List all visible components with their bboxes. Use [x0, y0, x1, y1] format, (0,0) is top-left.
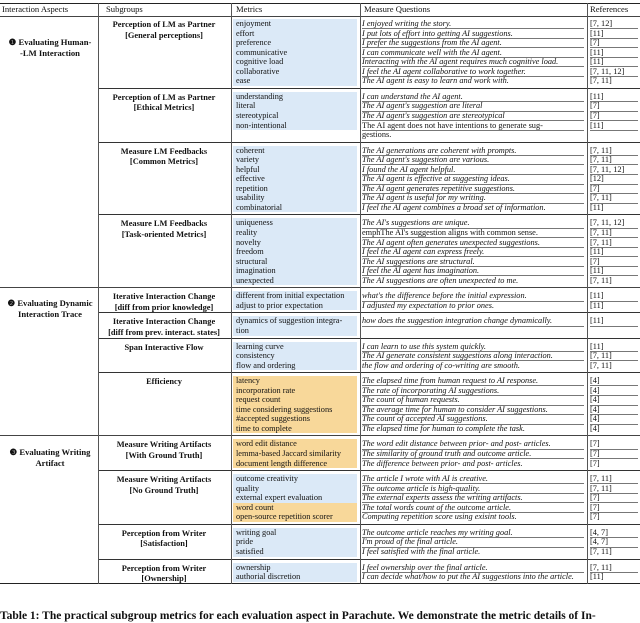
- subgroup-title: [Satisfaction]: [140, 539, 188, 549]
- question-cell: The outcome article reaches my writing goal.: [362, 527, 513, 537]
- aspect-separator: [0, 287, 640, 288]
- metric-cell: #accepted suggestions: [233, 414, 357, 424]
- subgroup-title: Perception of LM as Partner: [112, 20, 216, 29]
- metric-cell: word count: [233, 503, 357, 513]
- subgroup-title: [diff from prior knowledge]: [114, 302, 214, 312]
- subgroup-title: [Common Metrics]: [129, 157, 199, 167]
- metric-cell: incorporation rate: [233, 386, 357, 396]
- reference-cell: [7, 11]: [590, 562, 612, 572]
- reference-cell: [7, 11]: [590, 237, 612, 247]
- reference-cell: [7]: [590, 38, 600, 48]
- table-caption: Table 1: The practical subgroup metrics for each evaluation aspect in Parachute. We demonstrate the metric details of In-: [0, 610, 596, 622]
- group-separator: [98, 470, 640, 471]
- metric-cell: communicative: [233, 48, 357, 58]
- metric-cell: cognitive load: [233, 57, 357, 67]
- question-cell: I'm proud of the final article.: [362, 537, 458, 547]
- reference-cell: [7, 11]: [590, 275, 612, 285]
- reference-cell: [7, 11]: [590, 483, 612, 493]
- question-cell: I put lots of effort into getting AI suggestions.: [362, 28, 513, 38]
- reference-cell: [4]: [590, 414, 600, 424]
- question-cell: The outcome article is high-quality.: [362, 483, 481, 493]
- question-cell: I feel the AI agent combines a broad set of information.: [362, 202, 546, 212]
- reference-cell: [11]: [590, 341, 604, 351]
- metric-cell: consistency: [233, 351, 357, 361]
- aspect-label: ❷ Evaluating Dynamic: [7, 298, 93, 309]
- metric-cell: outcome creativity: [233, 474, 357, 484]
- metric-cell: combinatorial: [233, 203, 357, 213]
- question-cell: The article I wrote with AI is creative.: [362, 474, 488, 484]
- group-separator: [98, 312, 640, 313]
- metric-cell: freedom: [233, 247, 357, 257]
- reference-cell: [7]: [590, 183, 600, 193]
- metric-cell: quality: [233, 484, 357, 494]
- question-cell: The AI agent generates repetitive suggestions.: [362, 183, 516, 193]
- reference-cell: [7, 11, 12]: [590, 218, 625, 228]
- question-cell: The AI generate consistent suggestions along interaction.: [362, 351, 553, 361]
- metric-cell: satisfied: [233, 547, 357, 557]
- aspect-label: ❸ Evaluating Writing: [9, 447, 91, 458]
- question-cell: I feel the AI agent has imagination.: [362, 266, 480, 276]
- metric-cell: variety: [233, 155, 357, 165]
- question-cell: I found the AI agent helpful.: [362, 164, 456, 174]
- reference-cell: [7]: [590, 439, 600, 449]
- subgroup-title: Span Interactive Flow: [124, 342, 204, 352]
- metric-cell: different from initial expectation: [233, 291, 357, 301]
- col-rule-subgroup: [231, 3, 232, 584]
- metric-cell: pride: [233, 537, 357, 547]
- subgroup-title: [General perceptions]: [125, 30, 203, 40]
- question-cell: The AI suggestions are structural.: [362, 256, 475, 266]
- reference-cell: [11]: [590, 316, 604, 326]
- metric-cell: writing goal: [233, 528, 357, 538]
- reference-cell: [7]: [590, 502, 600, 512]
- header-subgroups: Subgroups: [106, 4, 143, 14]
- subgroup-title: Iterative Interaction Change: [112, 292, 216, 302]
- metric-cell: stereotypical: [233, 111, 357, 121]
- subgroup-title: [Task-oriented Metrics]: [121, 229, 207, 239]
- reference-cell: [7, 11]: [590, 193, 612, 203]
- subgroup-title: [diff from prev. interact. states]: [108, 327, 220, 337]
- subgroup-title: Measure LM Feedbacks: [120, 146, 208, 156]
- metric-cell: authorial discretion: [233, 572, 357, 582]
- col-rule-metric: [360, 3, 361, 584]
- question-cell: The AI agent is effective at suggesting ideas.: [362, 174, 510, 184]
- subgroup-title: Iterative Interaction Change: [112, 317, 216, 327]
- metric-cell: understanding: [233, 92, 357, 102]
- reference-cell: [7, 11]: [590, 228, 612, 237]
- aspect-label: -LM Interaction: [20, 48, 80, 58]
- metric-cell: latency: [233, 376, 357, 386]
- question-cell: emphThe AI's suggestion aligns with common sense.: [362, 228, 538, 237]
- header-questions: Measure Questions: [364, 4, 431, 14]
- subgroup-title: Efficiency: [146, 377, 182, 387]
- question-cell: The AI generations are coherent with prompts.: [362, 145, 517, 155]
- reference-cell: [11]: [590, 247, 604, 257]
- subgroup-title: Measure Writing Artifacts: [116, 475, 212, 485]
- question-cell: what's the difference before the initial expression.: [362, 291, 527, 301]
- question-cell: I can decide what/how to put the AI suggestions into the article.: [362, 572, 574, 582]
- metric-cell: request count: [233, 395, 357, 405]
- metric-cell: learning curve: [233, 342, 357, 352]
- reference-cell: [7]: [590, 458, 600, 468]
- question-cell: The AI agent's suggestion are stereotypical: [362, 110, 505, 120]
- group-separator: [98, 142, 640, 143]
- metric-cell: external expert evaluation: [233, 493, 357, 503]
- question-cell: I can understand the AI agent.: [362, 91, 463, 101]
- top-rule: [0, 3, 640, 4]
- reference-cell: [11]: [590, 291, 604, 301]
- bottom-rule: [0, 583, 640, 584]
- question-cell: gestions.: [362, 130, 392, 140]
- reference-cell: [11]: [590, 266, 604, 276]
- group-separator: [98, 559, 640, 560]
- reference-cell: [11]: [590, 91, 604, 101]
- header-metrics: Metrics: [236, 4, 263, 14]
- question-cell: The elapsed time from human request to AI response.: [362, 376, 539, 386]
- metric-cell: time considering suggestions: [233, 405, 357, 415]
- question-cell: The total words count of the outcome article.: [362, 502, 512, 512]
- reference-cell: [4]: [590, 395, 600, 405]
- question-cell: The average time for human to consider AI suggestions.: [362, 404, 548, 414]
- question-cell: Computing repetition score using exisint tools.: [362, 512, 517, 522]
- question-cell: The AI suggestions are often unexpected to me.: [362, 275, 519, 285]
- metric-cell: coherent: [233, 146, 357, 156]
- group-separator: [98, 372, 640, 373]
- reference-cell: [7]: [590, 449, 600, 458]
- subgroup-title: Measure LM Feedbacks: [120, 219, 208, 229]
- metric-cell: time to complete: [233, 424, 357, 434]
- reference-cell: [4]: [590, 376, 600, 386]
- reference-cell: [11]: [590, 300, 604, 310]
- metric-cell: effective: [233, 174, 357, 184]
- question-cell: The external experts assess the writing artifacts.: [362, 493, 523, 503]
- header-aspects: Interaction Aspects: [2, 4, 69, 14]
- question-cell: The similarity of ground truth and outcome article.: [362, 449, 532, 458]
- reference-cell: [7, 11]: [590, 474, 612, 484]
- reference-cell: [7]: [590, 110, 600, 120]
- question-cell: The count of accepted AI suggestions.: [362, 414, 488, 424]
- reference-cell: [7, 11, 12]: [590, 66, 625, 76]
- reference-cell: [4, 7]: [590, 537, 608, 547]
- reference-cell: [7, 12]: [590, 19, 613, 28]
- question-cell: I can learn to use this system quickly.: [362, 341, 486, 351]
- group-separator: [98, 338, 640, 339]
- question-cell: The count of human requests.: [362, 395, 460, 405]
- subgroup-title: [No Ground Truth]: [129, 485, 199, 495]
- question-cell: The AI's suggestions are unique.: [362, 218, 470, 228]
- col-rule-question: [587, 3, 588, 584]
- question-cell: I prefer the suggestions from the AI agent.: [362, 38, 502, 48]
- question-cell: I feel the AI agent collaborative to work together.: [362, 66, 526, 76]
- metric-cell: word edit distance: [233, 439, 357, 449]
- group-separator: [98, 524, 640, 525]
- metric-cell: structural: [233, 257, 357, 267]
- metric-cell: usability: [233, 193, 357, 203]
- reference-cell: [7]: [590, 256, 600, 266]
- question-cell: the flow and ordering of co-writing are smooth.: [362, 360, 520, 370]
- reference-cell: [11]: [590, 57, 604, 67]
- question-cell: I feel satisfied with the final article.: [362, 546, 481, 556]
- metric-cell: novelty: [233, 238, 357, 248]
- metric-cell: repetition: [233, 184, 357, 194]
- subgroup-title: [Ethical Metrics]: [133, 103, 195, 113]
- question-cell: The word edit distance between prior- and post- articles.: [362, 439, 551, 449]
- subgroup-title: [With Ground Truth]: [125, 450, 203, 460]
- metric-cell: tion: [233, 326, 357, 336]
- metric-cell: dynamics of suggestion integra-: [233, 316, 357, 326]
- question-cell: I adjusted my expectation to prior ones.: [362, 300, 495, 310]
- metric-cell: ownership: [233, 563, 357, 573]
- subgroup-title: Measure Writing Artifacts: [116, 440, 212, 450]
- subgroup-title: [Ownership]: [141, 574, 187, 583]
- group-separator: [98, 88, 640, 89]
- reference-cell: [11]: [590, 202, 604, 212]
- reference-cell: [4]: [590, 423, 600, 433]
- question-cell: I enjoyed writing the story.: [362, 19, 452, 28]
- aspect-label: Artifact: [35, 458, 65, 469]
- group-separator: [98, 214, 640, 215]
- reference-cell: [7, 11]: [590, 155, 612, 165]
- aspect-separator: [0, 435, 640, 436]
- metric-cell: open-source repetition scorer: [233, 512, 357, 522]
- metric-cell: adjust to prior expectation: [233, 301, 357, 311]
- metric-cell: uniqueness: [233, 218, 357, 228]
- header-rule: [0, 16, 640, 17]
- reference-cell: [7]: [590, 493, 600, 503]
- question-cell: The difference between prior- and post- articles.: [362, 458, 523, 468]
- subgroup-title: Perception of LM as Partner: [112, 92, 216, 102]
- question-cell: The AI agent's suggestion are various.: [362, 155, 490, 165]
- metric-cell: document length difference: [233, 459, 357, 469]
- row-separator: [362, 326, 584, 327]
- question-cell: I feel ownership over the final article.: [362, 562, 488, 572]
- question-cell: The AI agent's suggestion are literal: [362, 101, 483, 111]
- metric-cell: lemma-based Jaccard similarity: [233, 449, 357, 459]
- reference-cell: [7, 11]: [590, 145, 612, 155]
- reference-cell: [12]: [590, 174, 604, 184]
- reference-cell: [7]: [590, 512, 600, 522]
- reference-cell: [11]: [590, 572, 604, 582]
- row-separator: [590, 130, 638, 131]
- reference-cell: [11]: [590, 120, 604, 130]
- metric-cell: flow and ordering: [233, 361, 357, 371]
- metric-cell: enjoyment: [233, 19, 357, 29]
- metric-cell: unexpected: [233, 276, 357, 286]
- subgroup-title: Perception from Writer: [121, 563, 207, 573]
- metric-cell: preference: [233, 38, 357, 48]
- question-cell: Interacting with the AI agent requires much cognitive load.: [362, 57, 559, 67]
- metric-cell: ease: [233, 76, 357, 86]
- question-cell: The AI agent often generates unexpected suggestions.: [362, 237, 540, 247]
- reference-cell: [11]: [590, 47, 604, 57]
- aspect-label: Interaction Trace: [18, 309, 82, 320]
- aspect-label: ❶ Evaluating Human-: [8, 37, 92, 47]
- reference-cell: [4, 7]: [590, 527, 608, 537]
- reference-cell: [7]: [590, 101, 600, 111]
- reference-cell: [7, 11]: [590, 76, 612, 86]
- metric-cell: literal: [233, 101, 357, 111]
- metric-cell: non-intentional: [233, 121, 357, 131]
- question-cell: The AI agent is useful for my writing.: [362, 193, 486, 203]
- reference-cell: [11]: [590, 28, 604, 38]
- metric-cell: imagination: [233, 266, 357, 276]
- metric-cell: collaborative: [233, 67, 357, 77]
- question-cell: The rate of incorporating AI suggestions.: [362, 385, 500, 395]
- question-cell: how does the suggestion integration change dynamically.: [362, 316, 553, 326]
- metric-cell: helpful: [233, 165, 357, 175]
- header-references: References: [590, 4, 629, 14]
- question-cell: The AI agent is easy to learn and work with.: [362, 76, 509, 86]
- col-rule-aspect: [98, 3, 99, 584]
- metric-cell: reality: [233, 228, 357, 238]
- metric-cell: effort: [233, 29, 357, 39]
- reference-cell: [7, 11]: [590, 351, 612, 361]
- subgroup-title: Perception from Writer: [121, 528, 207, 538]
- reference-cell: [4]: [590, 404, 600, 414]
- reference-cell: [4]: [590, 385, 600, 395]
- reference-cell: [7, 11]: [590, 546, 612, 556]
- question-cell: I feel the AI agent can express freely.: [362, 247, 485, 257]
- reference-cell: [7, 11, 12]: [590, 164, 625, 174]
- question-cell: I can communicate well with the AI agent.: [362, 47, 502, 57]
- reference-cell: [7, 11]: [590, 360, 612, 370]
- question-cell: The AI agent does not have intentions to generate sug-: [362, 120, 543, 130]
- question-cell: The elapsed time for human to complete the task.: [362, 423, 525, 433]
- row-separator: [590, 326, 638, 327]
